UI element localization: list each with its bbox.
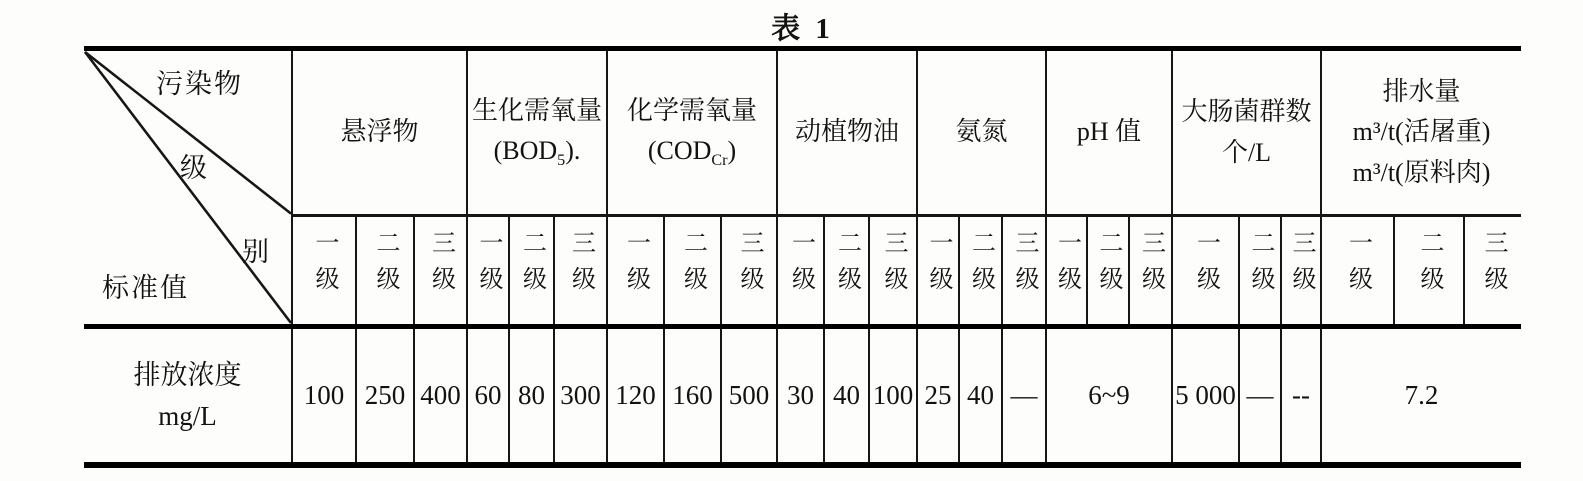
value-bod-grade3: 300 <box>554 327 607 466</box>
col-group-bod <box>467 49 607 216</box>
col-group-suspended-solids <box>292 49 467 216</box>
value-bod-grade2: 80 <box>509 327 554 466</box>
grade-cell-drainage-2: 二级 <box>1394 216 1464 327</box>
grade-cell-suspended-solids-1: 一级 <box>292 216 356 327</box>
grade-cell-oil-2: 二级 <box>824 216 869 327</box>
discharge-standards-table <box>84 46 1521 468</box>
value-cod-grade1: 120 <box>607 327 664 466</box>
grade-cell-coliform-3: 三级 <box>1281 216 1321 327</box>
col-group-coliform-count <box>1172 49 1321 216</box>
value-coliform-grade2: — <box>1239 327 1281 466</box>
grade-cell-bod-2: 二级 <box>509 216 554 327</box>
row-header-discharge-concentration <box>84 327 292 466</box>
corner-grade-label-2: 别 <box>242 237 271 267</box>
col-group-coliform-count-label: 大肠菌群数 <box>1181 97 1312 127</box>
col-group-bod-label: 生化需氧量 <box>471 95 602 125</box>
col-group-bod-formula: $(BOD_5)$. <box>493 136 581 170</box>
col-group-animal-vegetable-oil <box>777 49 917 216</box>
col-group-drainage-volume-unit-raw: m³/t(原料肉) <box>1352 157 1491 187</box>
col-group-animal-vegetable-oil-label: 动植物油 <box>794 117 899 147</box>
grade-cell-suspended-solids-2: 二级 <box>356 216 414 327</box>
row-header-unit: mg/L <box>158 400 217 431</box>
value-ammonia-grade3: — <box>1002 327 1046 466</box>
corner-standard-label: 标准值 <box>102 273 189 303</box>
grade-cell-bod-1: 一级 <box>467 216 509 327</box>
col-group-ammonia-nitrogen-label: 氨氮 <box>955 117 1008 147</box>
grade-cell-oil-1: 一级 <box>777 216 824 327</box>
col-group-drainage-volume-label: 排水量 <box>1382 77 1461 107</box>
grade-cell-coliform-2: 二级 <box>1239 216 1281 327</box>
col-group-drainage-volume-unit-live: m³/t(活屠重) <box>1352 117 1491 147</box>
grade-cell-bod-3: 三级 <box>554 216 607 327</box>
grade-cell-cod-3: 三级 <box>721 216 777 327</box>
grade-cell-ph-1: 一级 <box>1046 216 1087 327</box>
grade-cell-coliform-1: 一级 <box>1172 216 1239 327</box>
value-ammonia-grade2: 40 <box>959 327 1002 466</box>
grade-cell-ammonia-2: 二级 <box>959 216 1002 327</box>
corner-cell <box>84 49 292 327</box>
value-oil-grade3: 100 <box>869 327 917 466</box>
col-group-cod <box>607 49 777 216</box>
col-group-ammonia-nitrogen <box>917 49 1046 216</box>
row-header-label: 排放浓度 <box>133 360 242 390</box>
value-ph-merged: 6~9 <box>1046 327 1172 466</box>
value-coliform-grade1: 5 000 <box>1172 327 1239 466</box>
value-oil-grade1: 30 <box>777 327 824 466</box>
value-suspended-solids-grade2: 250 <box>356 327 414 466</box>
grade-cell-suspended-solids-3: 三级 <box>414 216 467 327</box>
grade-cell-drainage-1: 一级 <box>1321 216 1394 327</box>
col-group-ph <box>1046 49 1172 216</box>
table-title: 表 1 <box>771 13 834 45</box>
value-bod-grade1: 60 <box>467 327 509 466</box>
grade-cell-ammonia-3: 三级 <box>1002 216 1046 327</box>
grade-cell-oil-3: 三级 <box>869 216 917 327</box>
value-drainage-merged: 7.2 <box>1321 327 1521 466</box>
grade-cell-ph-3: 三级 <box>1129 216 1172 327</box>
grade-cell-ph-2: 二级 <box>1087 216 1129 327</box>
corner-pollutant-label: 污染物 <box>156 69 243 99</box>
value-suspended-solids-grade3: 400 <box>414 327 467 466</box>
value-coliform-grade3: -- <box>1281 327 1321 466</box>
grade-cell-cod-1: 一级 <box>607 216 664 327</box>
grade-cell-ammonia-1: 一级 <box>917 216 959 327</box>
grade-cell-cod-2: 二级 <box>664 216 721 327</box>
value-suspended-solids-grade1: 100 <box>292 327 356 466</box>
value-oil-grade2: 40 <box>824 327 869 466</box>
col-group-cod-label: 化学需氧量 <box>626 95 757 125</box>
value-cod-grade2: 160 <box>664 327 721 466</box>
grade-cell-drainage-3: 三级 <box>1464 216 1521 327</box>
col-group-cod-formula: $(COD_{Cr})$ <box>647 136 737 170</box>
corner-grade-label-1: 级 <box>180 153 209 183</box>
col-group-coliform-count-unit: 个/L <box>1221 137 1272 167</box>
col-group-suspended-solids-label: 悬浮物 <box>340 117 419 147</box>
value-cod-grade3: 500 <box>721 327 777 466</box>
col-group-drainage-volume <box>1321 49 1521 216</box>
value-ammonia-grade1: 25 <box>917 327 959 466</box>
col-group-ph-label: pH 值 <box>1076 117 1142 147</box>
